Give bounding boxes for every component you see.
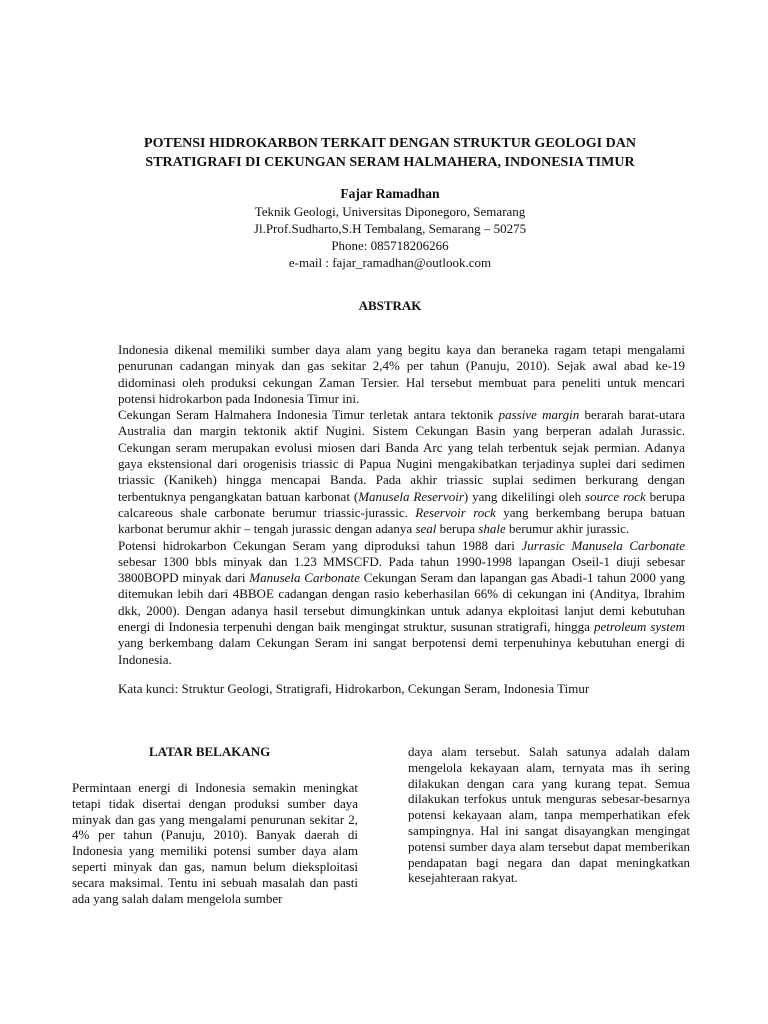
text-run: yang berkembang dalam Cekungan Seram ini sangat berpotensi demi terpenuhinya kebutuhan energi di Indonesia. (118, 635, 685, 667)
italic-term: shale (478, 521, 506, 537)
text-run: sebesar 1300 bbls minyak dan 1.23 MMSCFD. Pada tahun 1990-1998 lapangan Oseil-1 diuji sebesar 3800BOPD minyak dari (118, 553, 685, 586)
right-column (408, 744, 690, 886)
text-run: Cekungan Seram Halmahera Indonesia Timur terletak antara tektonik (118, 407, 499, 423)
italic-term: Jurrasic Manusela Carbonate (521, 537, 685, 553)
author-address: Jl.Prof.Sudharto,S.H Tembalang, Semarang – 50275 (253, 221, 527, 236)
author-name: Fajar Ramadhan (340, 186, 440, 201)
italic-term: passive margin (498, 407, 580, 423)
abstract-paragraph-2 (118, 407, 685, 537)
left-column (72, 744, 358, 906)
italic-term: petroleum system (594, 619, 685, 635)
text-run: yang berkembang berupa batuan karbonat berumur akhir – tengah jurassic dengan adanya (118, 504, 685, 537)
text-run: berarah barat-utara Australia dan margin tektonik aktif Nugini. Sistem Cekungan Basin yang berperan adalah Jurassic. Cekungan seram merupakan evolusi miosen dari Banda Arc yang telah terbentuk sejak permian. Adanya gaya ekstensional dari orogenisis triassic di Papua Nugini mengakibatkan terjadinya suplei dari sedimen triassic (Kanikeh) hingga mencapai Banda. Pada akhir triassic suplai sedimen berkurang dengan terbentuknya pengangkatan batuan karbonat ( (118, 407, 685, 504)
title-line-1: POTENSI HIDROKARBON TERKAIT DENGAN STRUKTUR GEOLOGI DAN (144, 136, 636, 151)
text-run: Potensi hidrokarbon Cekungan Seram yang diproduksi tahun 1988 dari (118, 537, 522, 553)
italic-term: Reservoir rock (415, 504, 496, 520)
text-run: Cekungan Seram dan lapangan gas Abadi-1 tahun 2000 yang ditemukan lebih dari 4BBOE cadangan dengan rasio keberhasilan 66% di cekungan ini (Anditya, Ibrahim dkk, 2000). Dengan adanya hasil tersebut dimungkinkan untuk adanya ekploitasi lanjut demi kebutuhan energi di Indonesia terpenuhi dengan baik mengingat struktur, susunan stratigrafi, hingga (118, 570, 685, 635)
italic-term: source rock (585, 488, 646, 504)
author-affiliation: Teknik Geologi, Universitas Diponegoro, Semarang (254, 204, 526, 219)
author-block (80, 185, 700, 271)
text-run: ) yang dikelilingi oleh (463, 488, 586, 504)
abstract-heading: ABSTRAK (358, 298, 422, 313)
paper-title (80, 134, 700, 172)
body-paragraph: Permintaan energi di Indonesia semakin meningkat tetapi tidak disertai dengan produksi sumber daya minyak dan gas yang mengalami penurunan sekitar 2, 4% per tahun (Panuju, 2010). Banyak daerah di Indonesia yang memiliki potensi sumber daya alam seperti minyak dan gas, namun belum dieksploitasi secara maksimal. Tentu ini sebuah masalah dan pasti ada yang salah dalam mengelola sumber (72, 780, 358, 906)
abstract-paragraph-1: Indonesia dikenal memiliki sumber daya alam yang begitu kaya dan beraneka ragam tetapi mengalami penurunan cadangan minyak dan gas sekitar 2,4% per tahun (Panuju, 2010). Sejak awal abad ke-19 didominasi oleh produksi cekungan Zaman Tersier. Hal tersebut membuat para peneliti untuk mencari potensi hidrokarbon pada Indonesia Timur ini. (118, 342, 685, 406)
italic-term: Manusela Carbonate (249, 570, 360, 586)
text-run: berupa calcareous shale carbonate berumur triassic-jurassic. (118, 488, 686, 520)
italic-term: seal (415, 521, 437, 537)
italic-term: Manusela Reservoir (358, 488, 464, 504)
title-line-2: STRATIGRAFI DI CEKUNGAN SERAM HALMAHERA, INDONESIA TIMUR (145, 155, 635, 170)
author-phone: Phone: 085718206266 (331, 238, 449, 253)
abstract-body (118, 342, 685, 668)
body-paragraph: daya alam tersebut. Salah satunya adalah dalam mengelola kekayaan alam, ternyata mas ih sering dilakukan dengan cara yang kurang tepat. Semua dilakukan terfokus untuk menguras sebesar-besarnya potensi kekayaan alam, tanpa memperhatikan efek sampingnya. Hal ini sangat disayangkan mengingat potensi sumber daya alam tersebut dapat memberikan pendapatan bagi negara dan dapat meningkatkan kesejahteraan rakyat. (408, 744, 690, 886)
text-run: berumur akhir jurassic. (505, 521, 630, 537)
text-run: berupa (436, 521, 479, 537)
section-heading: LATAR BELAKANG (149, 744, 271, 759)
author-email: e-mail : fajar_ramadhan@outlook.com (288, 255, 492, 270)
keywords: Kata kunci: Struktur Geologi, Stratigrafi, Hidrokarbon, Cekungan Seram, Indonesia Timur (118, 681, 590, 696)
abstract-paragraph-3 (118, 538, 685, 668)
